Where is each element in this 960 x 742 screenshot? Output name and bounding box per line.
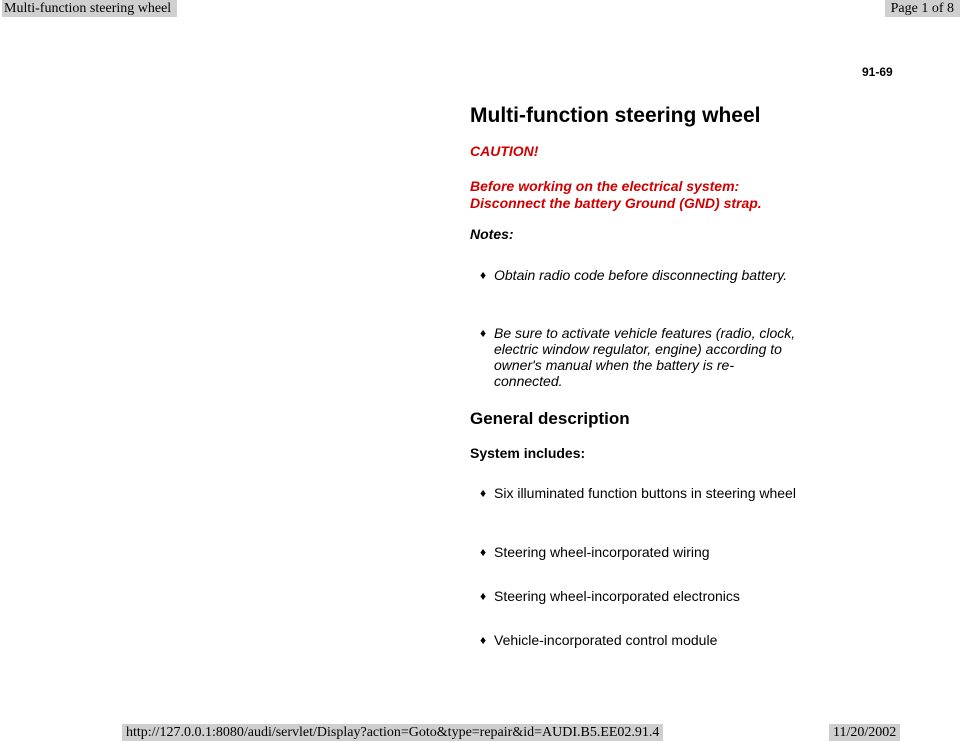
diamond-bullet-icon: ♦ — [480, 633, 487, 647]
list-item-text: Six illuminated function buttons in steering wheel — [494, 485, 796, 501]
page-number: 91-69 — [862, 65, 893, 79]
page-title: Multi-function steering wheel — [470, 104, 761, 127]
note-item — [480, 325, 800, 389]
note-item — [480, 267, 800, 283]
diamond-bullet-icon: ♦ — [480, 486, 487, 500]
diamond-bullet-icon: ♦ — [480, 545, 487, 559]
list-item — [480, 485, 800, 501]
list-item-text: Vehicle-incorporated control module — [494, 632, 718, 648]
note-text: Be sure to activate vehicle features (radio, clock, electric window regulator, engine) according to owner's manual when the battery is re-connected. — [494, 325, 796, 389]
warning-text: Before working on the electrical system: Disconnect the battery Ground (GND) strap. — [470, 178, 762, 211]
list-item-text: Steering wheel-incorporated wiring — [494, 544, 710, 560]
list-item — [480, 544, 800, 560]
notes-label: Notes: — [470, 226, 514, 242]
footer-url: http://127.0.0.1:8080/audi/servlet/Display?action=Goto&type=repair&id=AUDI.B5.EE02.91.4 — [122, 724, 663, 741]
list-item — [480, 632, 800, 648]
diamond-bullet-icon: ♦ — [480, 326, 487, 340]
caution-label: CAUTION! — [470, 143, 539, 159]
list-item-text: Steering wheel-incorporated electronics — [494, 588, 740, 604]
section-title: General description — [470, 409, 630, 428]
diamond-bullet-icon: ♦ — [480, 589, 487, 603]
footer-date: 11/20/2002 — [829, 724, 900, 741]
page-indicator: Page 1 of 8 — [885, 0, 960, 17]
note-text: Obtain radio code before disconnecting battery. — [494, 267, 788, 283]
diamond-bullet-icon: ♦ — [480, 268, 487, 282]
list-item — [480, 588, 800, 604]
document-title-header: Multi-function steering wheel — [2, 0, 177, 17]
system-includes-label: System includes: — [470, 445, 586, 461]
